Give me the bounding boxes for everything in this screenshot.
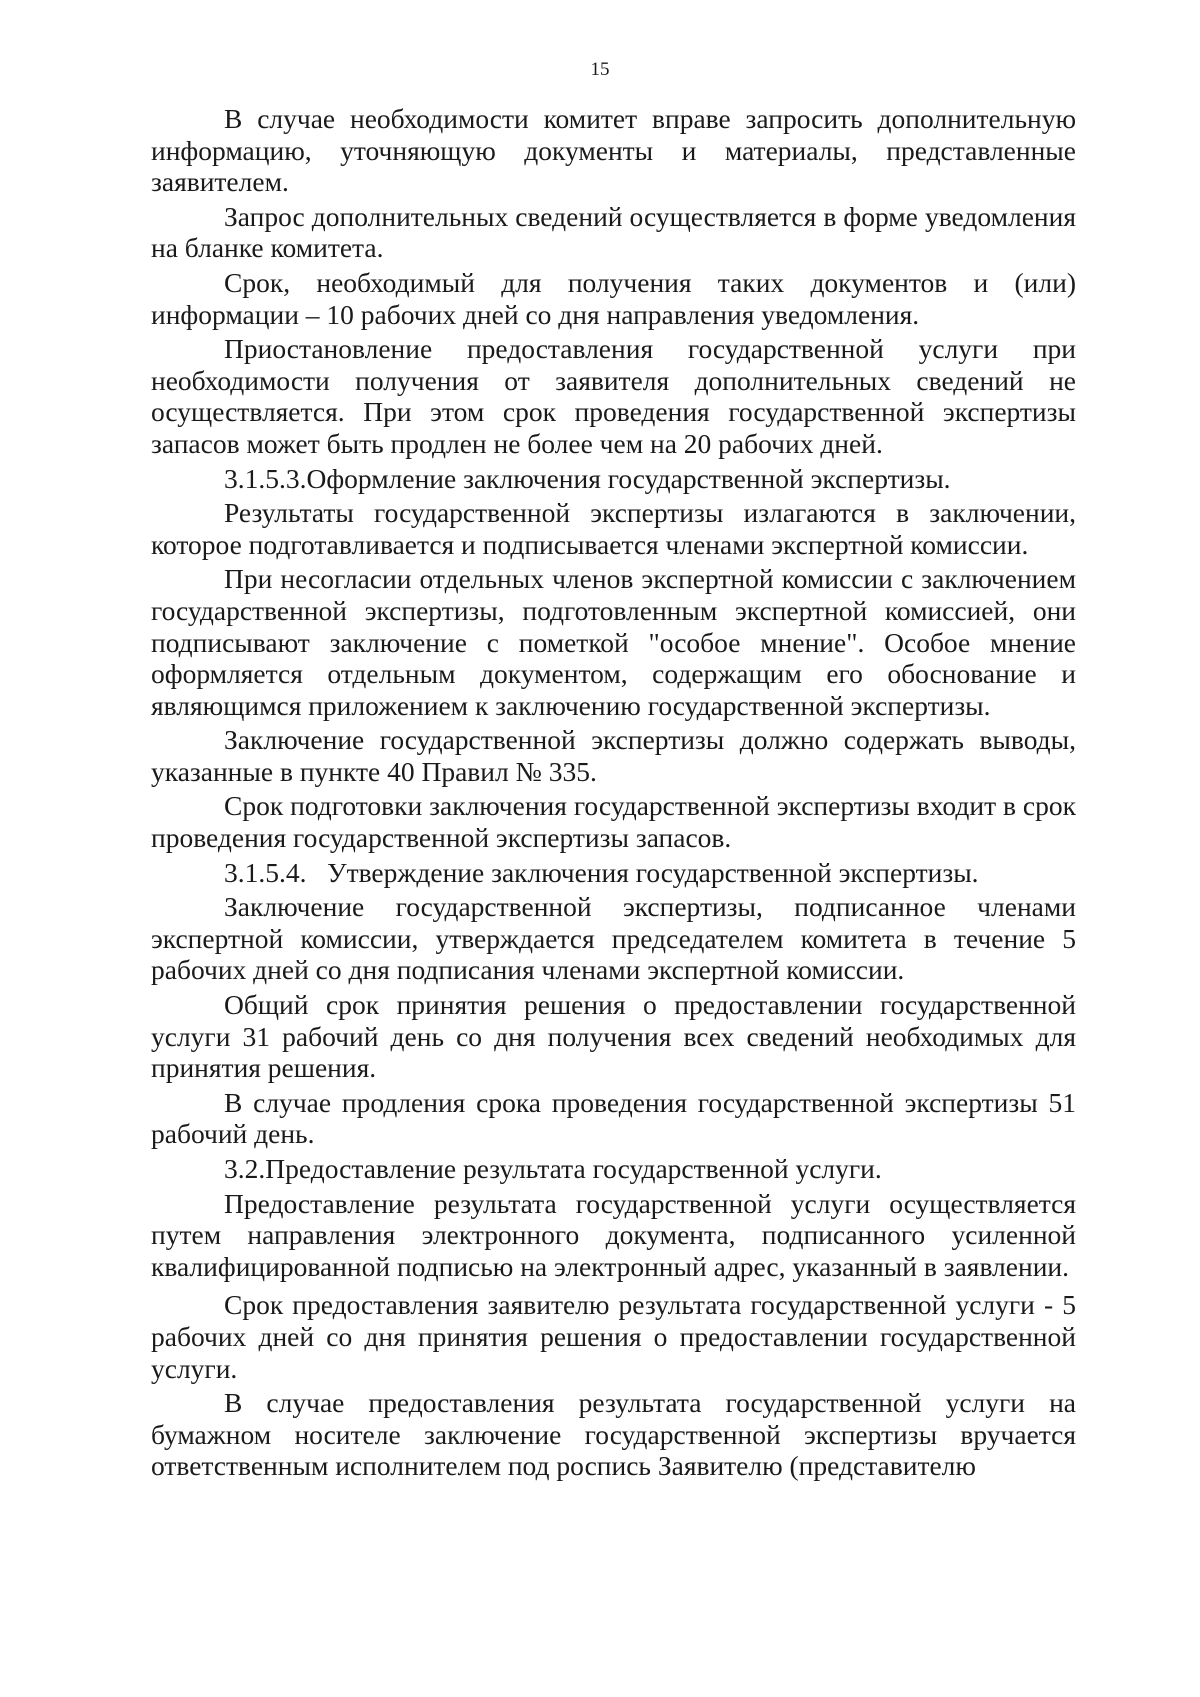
paragraph-paper-delivery: В случае предоставления результата государственной услуги на бумажном носителе заключение государственной экспертизы вручается ответственным исполнителем под роспись Заявителю (представителю	[151, 1387, 1076, 1482]
paragraph-receipt-deadline: Срок, необходимый для получения таких документов и (или) информации – 10 рабочих дней со дня направления уведомления.	[151, 266, 1076, 330]
paragraph-delivery-period: Срок предоставления заявителю результата государственной услуги - 5 рабочих дней со дня принятия решения о предоставлении государственной услуги.	[151, 1289, 1076, 1384]
paragraph-section-3-2: 3.2.Предоставление результата государственной услуги.	[224, 1153, 882, 1184]
paragraph-suspension: Приостановление предоставления государственной услуги при необходимости получения от заявителя дополнительных сведений не осуществляется. При этом срок проведения государственной экспертизы запасов может быть продлен не более чем на 20 рабочих дней.	[151, 333, 1076, 459]
paragraph-result-delivery: Предоставление результата государственной услуги осуществляется путем направления электронного документа, подписанного усиленной квалифицированной подписью на электронный адрес, указанный в заявлении.	[151, 1187, 1076, 1282]
paragraph-request-form: Запрос дополнительных сведений осуществляется в форме уведомления на бланке комитета.	[151, 200, 1076, 264]
paragraph-expertise-results: Результаты государственной экспертизы излагаются в заключении, которое подготавливается и подписывается членами экспертной комиссии.	[151, 497, 1076, 560]
document-body	[151, 103, 1076, 1482]
paragraph-section-3-1-5-3: 3.1.5.3.Оформление заключения государственной экспертизы.	[224, 462, 951, 494]
paragraph-extension-period: В случае продления срока проведения государственной экспертизы 51 рабочий день.	[151, 1086, 1076, 1150]
paragraph-conclusion-contents: Заключение государственной экспертизы должно содержать выводы, указанные в пункте 40 Правил № 335.	[151, 724, 1076, 787]
paragraph-dissenting-opinion: При несогласии отдельных членов экспертной комиссии с заключением государственной экспертизы, подготовленным экспертной комиссией, они подписывают заключение с пометкой "особое мнение". Особое мнение оформляется отдельным документом, содержащим его обоснование и являющимся приложением к заключению государственной экспертизы.	[151, 563, 1076, 721]
paragraph-preparation-period: Срок подготовки заключения государственной экспертизы входит в срок проведения государственной экспертизы запасов.	[151, 790, 1076, 854]
paragraph-additional-info-request: В случае необходимости комитет вправе запросить дополнительную информацию, уточняющую документы и материалы, представленные заявителем.	[151, 103, 1076, 198]
page-number: 15	[590, 59, 610, 80]
paragraph-approval: Заключение государственной экспертизы, подписанное членами экспертной комиссии, утверждается председателем комитета в течение 5 рабочих дней со дня подписания членами экспертной комиссии.	[151, 891, 1076, 986]
paragraph-section-3-1-5-4: 3.1.5.4. Утверждение заключения государственной экспертизы.	[224, 856, 979, 888]
paragraph-total-period: Общий срок принятия решения о предоставлении государственной услуги 31 рабочий день со дня получения всех сведений необходимых для принятия решения.	[151, 989, 1076, 1084]
